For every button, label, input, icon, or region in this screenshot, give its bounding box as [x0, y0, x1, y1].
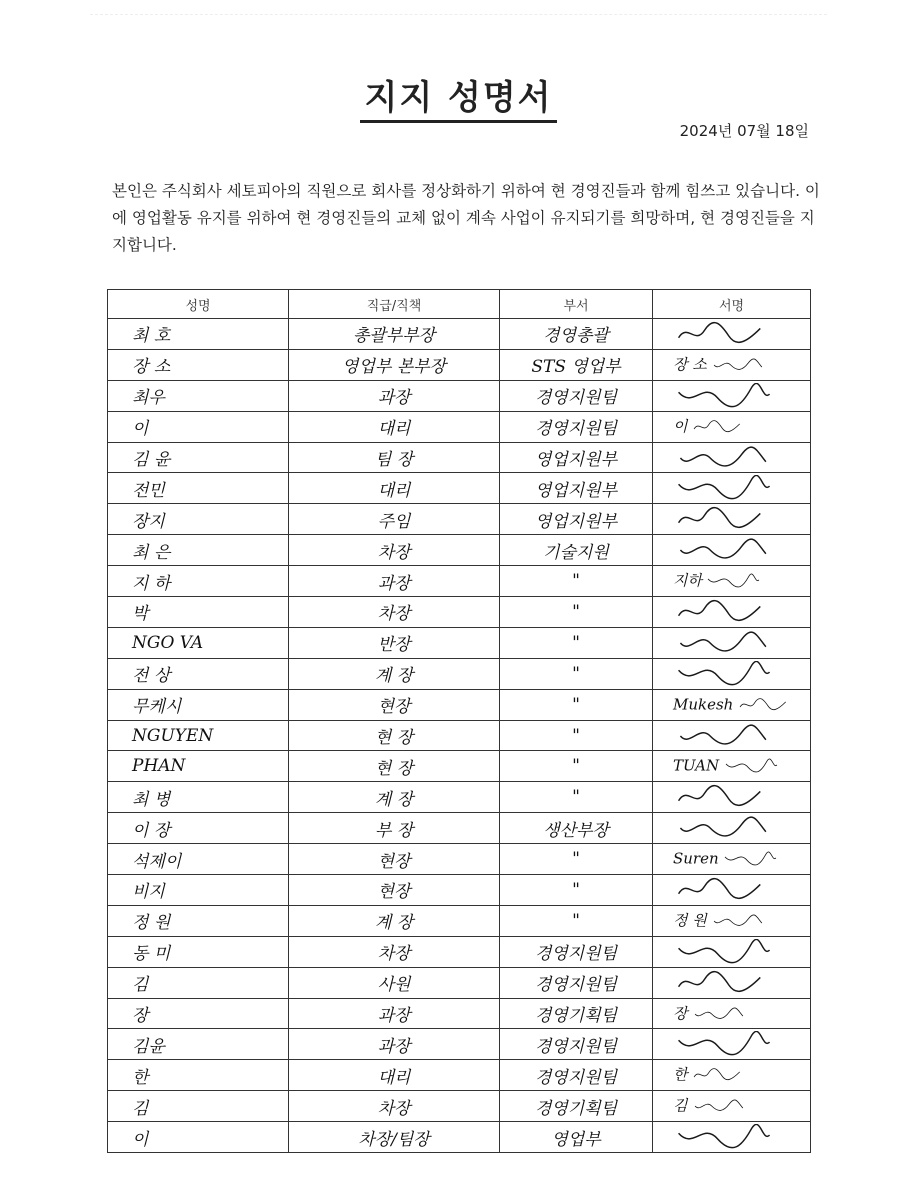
cell-signature [653, 1060, 811, 1091]
handwritten-signature-mark [693, 414, 747, 440]
table-row [108, 1029, 811, 1060]
cell-name: 무케시 [108, 689, 289, 720]
cell-signature [653, 720, 811, 751]
table-row [108, 566, 811, 597]
cell-rank: 과장 [289, 1029, 500, 1060]
cell-signature [653, 689, 811, 720]
cell-name: 이 [108, 1122, 289, 1153]
statement-paragraph: 본인은 주식회사 세토피아의 직원으로 회사를 정상화하기 위하여 현 경영진들과 함께 힘쓰고 있습니다. 이에 영업활동 유지를 위하여 현 경영진들의 교체 없이 계속 사업이 유지되기를 희망하며, 현 경영진들을 지지합니다. [112, 182, 820, 254]
handwritten-signature-mark [673, 784, 777, 810]
signature-table [107, 289, 811, 1153]
handwritten-signature-mark [673, 630, 777, 656]
cell-name: 이 [108, 411, 289, 442]
signature-text: TUAN [673, 756, 720, 775]
signature-text: Mukesh [673, 695, 734, 714]
cell-signature [653, 535, 811, 566]
cell-dept: 경영지원팀 [500, 1060, 653, 1091]
cell-signature [653, 813, 811, 844]
table-row [108, 905, 811, 936]
cell-signature [653, 627, 811, 658]
cell-name: 김 윤 [108, 442, 289, 473]
cell-name: 최 병 [108, 782, 289, 813]
cell-dept: " [500, 658, 653, 689]
signature-text: 정 원 [673, 911, 707, 930]
cell-rank: 대리 [289, 473, 500, 504]
table-row [108, 442, 811, 473]
table-row [108, 658, 811, 689]
table-row [108, 473, 811, 504]
cell-signature [653, 844, 811, 875]
cell-name: 장 소 [108, 349, 289, 380]
cell-rank: 반장 [289, 627, 500, 658]
cell-signature [653, 782, 811, 813]
cell-name: 최 은 [108, 535, 289, 566]
cell-rank: 현장 [289, 689, 500, 720]
cell-rank: 팀 장 [289, 442, 500, 473]
table-row [108, 380, 811, 411]
handwritten-signature-mark [712, 908, 766, 934]
cell-rank: 현 장 [289, 720, 500, 751]
cell-rank: 차장/팀장 [289, 1122, 500, 1153]
cell-rank: 과장 [289, 566, 500, 597]
signature-text: 지하 [673, 571, 702, 590]
handwritten-signature-mark [712, 352, 766, 378]
cell-signature [653, 380, 811, 411]
cell-rank: 차장 [289, 535, 500, 566]
cell-rank: 계 장 [289, 782, 500, 813]
table-row [108, 782, 811, 813]
signature-text: 이 [673, 417, 688, 436]
header-dept: 부서 [500, 290, 653, 319]
cell-dept: " [500, 627, 653, 658]
cell-signature [653, 411, 811, 442]
cell-dept: " [500, 875, 653, 906]
cell-signature [653, 998, 811, 1029]
cell-rank: 영업부 본부장 [289, 349, 500, 380]
header-name: 성명 [108, 290, 289, 319]
table-row [108, 535, 811, 566]
cell-signature [653, 442, 811, 473]
cell-name: 지 하 [108, 566, 289, 597]
cell-name: 전 상 [108, 658, 289, 689]
table-row [108, 1091, 811, 1122]
cell-dept: " [500, 689, 653, 720]
cell-signature [653, 349, 811, 380]
table-row [108, 504, 811, 535]
cell-name: 동 미 [108, 936, 289, 967]
handwritten-signature-mark [693, 1093, 747, 1119]
handwritten-signature-mark [673, 475, 777, 501]
cell-name: 이 장 [108, 813, 289, 844]
cell-rank: 현 장 [289, 751, 500, 782]
cell-rank: 차장 [289, 1091, 500, 1122]
handwritten-signature-mark [724, 846, 778, 872]
handwritten-signature-mark [673, 970, 777, 996]
cell-dept: 기술지원 [500, 535, 653, 566]
handwritten-signature-mark [673, 506, 777, 532]
cell-rank: 과장 [289, 380, 500, 411]
handwritten-signature-mark [725, 753, 779, 779]
handwritten-signature-mark [739, 692, 793, 718]
cell-dept: " [500, 751, 653, 782]
cell-name: 김윤 [108, 1029, 289, 1060]
handwritten-signature-mark [673, 1031, 777, 1057]
cell-rank: 현장 [289, 875, 500, 906]
cell-rank: 차장 [289, 597, 500, 628]
cell-signature [653, 936, 811, 967]
cell-signature [653, 319, 811, 350]
cell-dept: 경영지원팀 [500, 1029, 653, 1060]
cell-name: 석제이 [108, 844, 289, 875]
document-date: 2024년 07월 18일 [679, 122, 809, 140]
cell-dept: " [500, 720, 653, 751]
cell-name: NGUYEN [108, 720, 289, 751]
table-row [108, 689, 811, 720]
handwritten-signature-mark [673, 1124, 777, 1150]
table-header-row [108, 290, 811, 319]
table-row [108, 720, 811, 751]
table-row [108, 844, 811, 875]
cell-dept: 영업지원부 [500, 442, 653, 473]
cell-name: 김 [108, 1091, 289, 1122]
cell-name: 최우 [108, 380, 289, 411]
cell-signature [653, 658, 811, 689]
cell-dept: 생산부장 [500, 813, 653, 844]
cell-rank: 계 장 [289, 658, 500, 689]
cell-rank: 총괄부부장 [289, 319, 500, 350]
cell-name: 장지 [108, 504, 289, 535]
table-row [108, 597, 811, 628]
handwritten-signature-mark [673, 383, 777, 409]
cell-signature [653, 504, 811, 535]
table-row [108, 319, 811, 350]
cell-signature [653, 597, 811, 628]
cell-dept: 경영총괄 [500, 319, 653, 350]
handwritten-signature-mark [673, 537, 777, 563]
cell-dept: 영업지원부 [500, 473, 653, 504]
table-row [108, 751, 811, 782]
signature-text: 김 [673, 1096, 688, 1115]
cell-signature [653, 566, 811, 597]
cell-dept: 경영지원팀 [500, 411, 653, 442]
cell-rank: 주임 [289, 504, 500, 535]
table-row [108, 349, 811, 380]
cell-dept: 경영기획팀 [500, 998, 653, 1029]
cell-rank: 현장 [289, 844, 500, 875]
scan-edge [90, 14, 827, 15]
handwritten-signature-mark [673, 321, 777, 347]
handwritten-signature-mark [673, 815, 777, 841]
handwritten-signature-mark [673, 939, 777, 965]
table-body [108, 319, 811, 1153]
table-row [108, 1060, 811, 1091]
table-row [108, 936, 811, 967]
cell-name: 박 [108, 597, 289, 628]
handwritten-signature-mark [673, 599, 777, 625]
cell-dept: 영업부 [500, 1122, 653, 1153]
table-row [108, 813, 811, 844]
signature-text: 장 [673, 1004, 688, 1023]
header-rank: 직급/직책 [289, 290, 500, 319]
cell-rank: 계 장 [289, 905, 500, 936]
cell-signature [653, 473, 811, 504]
table-row [108, 627, 811, 658]
cell-dept: " [500, 597, 653, 628]
cell-rank: 사원 [289, 967, 500, 998]
cell-name: NGO VA [108, 627, 289, 658]
table-row [108, 411, 811, 442]
cell-rank: 대리 [289, 1060, 500, 1091]
handwritten-signature-mark [707, 568, 761, 594]
cell-signature [653, 751, 811, 782]
cell-dept: " [500, 566, 653, 597]
signature-text: Suren [673, 849, 719, 868]
signature-text: 한 [673, 1065, 688, 1084]
cell-rank: 대리 [289, 411, 500, 442]
cell-rank: 부 장 [289, 813, 500, 844]
handwritten-signature-mark [673, 661, 777, 687]
cell-dept: 경영지원팀 [500, 936, 653, 967]
table-row [108, 875, 811, 906]
cell-dept: " [500, 844, 653, 875]
cell-name: 최 호 [108, 319, 289, 350]
cell-signature [653, 1091, 811, 1122]
cell-signature [653, 905, 811, 936]
table-row [108, 998, 811, 1029]
cell-name: 전민 [108, 473, 289, 504]
cell-signature [653, 1122, 811, 1153]
cell-rank: 차장 [289, 936, 500, 967]
cell-signature [653, 875, 811, 906]
cell-name: 정 원 [108, 905, 289, 936]
cell-name: 한 [108, 1060, 289, 1091]
cell-name: 비지 [108, 875, 289, 906]
cell-rank: 과장 [289, 998, 500, 1029]
signature-text: 장 소 [673, 355, 707, 374]
cell-signature [653, 1029, 811, 1060]
handwritten-signature-mark [693, 1062, 747, 1088]
table-row [108, 967, 811, 998]
page-title: 지지 성명서 [0, 70, 917, 119]
cell-dept: 영업지원부 [500, 504, 653, 535]
cell-name: PHAN [108, 751, 289, 782]
cell-signature [653, 967, 811, 998]
cell-dept: " [500, 905, 653, 936]
handwritten-signature-mark [673, 877, 777, 903]
handwritten-signature-mark [673, 723, 777, 749]
cell-dept: 경영기획팀 [500, 1091, 653, 1122]
table-row [108, 1122, 811, 1153]
cell-name: 김 [108, 967, 289, 998]
cell-name: 장 [108, 998, 289, 1029]
handwritten-signature-mark [693, 1001, 747, 1027]
cell-dept: 경영지원팀 [500, 967, 653, 998]
cell-dept: STS 영업부 [500, 349, 653, 380]
handwritten-signature-mark [673, 445, 777, 471]
cell-dept: 경영지원팀 [500, 380, 653, 411]
cell-dept: " [500, 782, 653, 813]
header-sign: 서명 [653, 290, 811, 319]
